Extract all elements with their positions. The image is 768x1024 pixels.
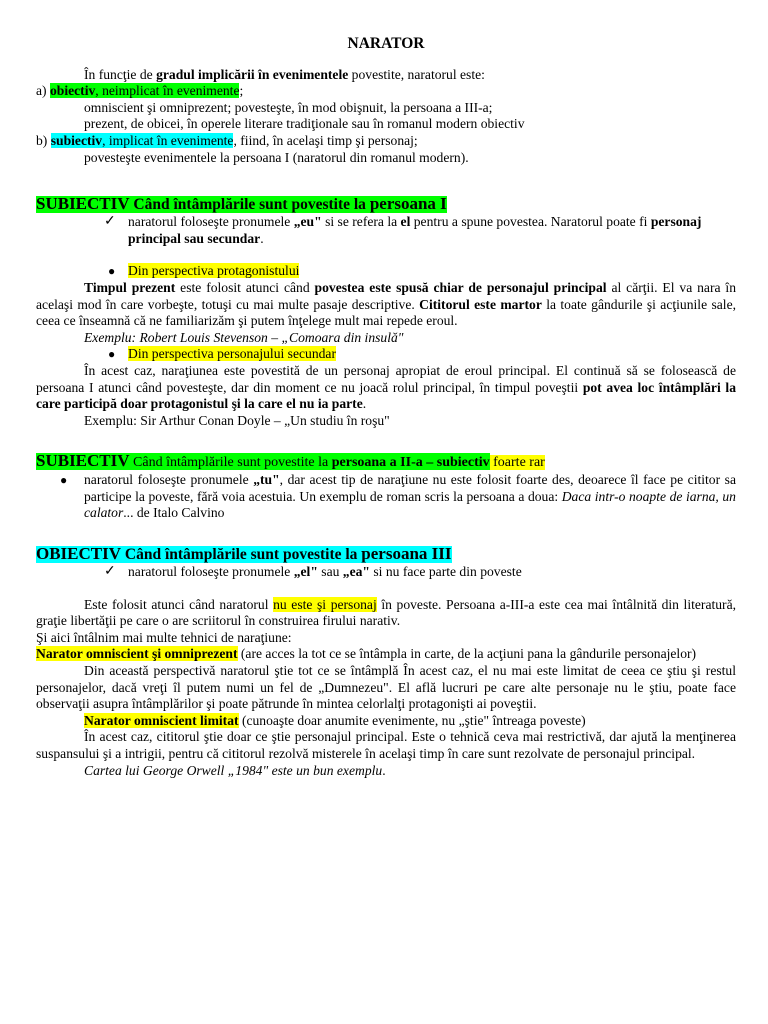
p1-bold-2: povestea este spusă chiar de personajul principal	[314, 279, 607, 295]
intro-item-a	[36, 83, 736, 100]
bullet-protagonist	[36, 263, 736, 280]
example-orwell-end: .	[382, 762, 386, 778]
example-orwell	[36, 763, 736, 780]
p3-text-2: în poveste. Persoana a-III-a este cea mai întâlnită din literatură, graţie libertăţii pe care o are scriitorul în construirea firului narativ.	[36, 596, 737, 629]
check-end: .	[260, 230, 264, 246]
bullet-protagonist-label: Din perspectiva protagonistului	[128, 263, 300, 279]
technique-omniscient	[36, 646, 736, 663]
heading-lead: SUBIECTIV	[36, 194, 130, 214]
example-stevenson	[36, 330, 736, 347]
heading-mid: Când întâmplările sunt povestite la	[129, 455, 332, 471]
p2-text: În acest caz, naraţiunea este povestită de un personaj apropiat de eroul principal. El continuă să se folosească de persoana I atunci când povesteşte, dar din moment ce nu joacă rolul principal, în timpul poveştii	[36, 362, 736, 395]
check-text: naratorul foloseşte pronumele	[128, 214, 294, 230]
heading-mid: Când întâmplările sunt povestite la	[129, 196, 370, 214]
checklist-item	[36, 214, 736, 247]
p1-bold-1: Timpul prezent	[84, 279, 176, 295]
check-text-mid: si se refera la	[321, 214, 401, 230]
bullet-dot-icon: ●	[108, 347, 116, 362]
bullet-secondary	[36, 346, 736, 363]
heading-end: persoana III	[361, 544, 452, 564]
item-b-end: , fiind, în acelaşi timp şi personaj;	[233, 132, 418, 148]
checkmark-icon: ✓	[104, 214, 116, 230]
paragraph-tehnici: Şi aici întâlnim mai multe tehnici de naraţiune:	[36, 629, 292, 645]
p3-highlight: nu este şi personaj	[273, 596, 377, 612]
p1-text-2: al cărţii. El va nara în acelaşi mod în care vorbeşte, totuşi cu mai multe pasaje descriptive.	[36, 279, 736, 312]
check-text-post: pentru a spune povestea. Naratorul poate fi	[410, 214, 651, 230]
pronoun-ea: „ea"	[342, 564, 370, 580]
paragraph-limitat: În acest caz, cititorul ştie doar ce ştie personajul principal. Este o tehnică ceva mai restrictivă, dar ajută la menţinerea suspansului şi a intrigii, pentru că cititorul rezolvă misterele în acelaşi timp în care sunt rezolvate de personajul principal.	[36, 729, 736, 761]
bullet-dot-icon: ●	[60, 473, 68, 488]
pronoun-el: el	[400, 214, 411, 230]
p2-bold: pot avea loc întâmplări la care participă doar protagonistul şi la care el nu ia parte	[36, 379, 736, 412]
technique-2-desc: (cunoaşte doar anumite evenimente, nu „ştie" întreaga poveste)	[238, 712, 586, 728]
section-heading-subiectiv-1	[36, 194, 736, 214]
check-text-mid: sau	[317, 564, 343, 580]
item-a-line1: omniscient şi omniprezent; povesteşte, în mod obişnuit, la persoana a III-a;	[84, 99, 493, 115]
check-bold: personaj principal sau secundar	[128, 214, 702, 246]
item-a-line2: prezent, de obicei, în operele literare tradiţionale sau în romanul modern obiectiv	[84, 116, 525, 132]
item-b-prefix: b)	[36, 132, 51, 148]
technique-1-desc: (are acces la tot ce se întâmpla in carte, de la acţiuni pana la gândurile personajelor)	[237, 646, 697, 662]
b2-text-2: , dar acest tip de naraţiune nu este folosit foarte des, deoarece îl face pe cititor sa participe la poveste, fără voia acestuia. Un exemplu de roman scris la persoana a doua:	[84, 472, 737, 504]
example-1-text: Exemplu: Robert Louis Stevenson – „Comoara din insulă"	[84, 329, 404, 345]
paragraph-omniscient: Din această perspectivă naratorul ştie tot ce se întâmplă În acest caz, el nu mai este limitat de ceea ce ştiu şi restul personajelor, dacă vreţi îl putem numi un fel de „Dumnezeu". El află lucruri pe care alte personaje nu le ştiu, poate face observaţii asupra întâmplărilor şi poate pătrunde în mintea celorlalţi protagonişti ai poveştii.	[36, 663, 736, 712]
item-a-bold: obiectiv	[49, 83, 96, 99]
check-end: si nu face parte din poveste	[369, 564, 522, 580]
checkmark-icon: ✓	[104, 564, 116, 580]
p2-end: .	[362, 396, 367, 412]
intro-lead-end: povestite, naratorul este:	[348, 66, 485, 82]
paragraph-timpul-prezent	[36, 280, 736, 330]
item-b-bold: subiectiv	[50, 132, 103, 148]
item-b-line1: povesteşte evenimentele la persoana I (naratorul din romanul modern).	[84, 149, 469, 165]
heading-end: persoana I	[369, 194, 447, 214]
bullet-persoana-2	[36, 472, 736, 522]
section-heading-subiectiv-2	[36, 451, 736, 472]
example-doyle: Exemplu: Sir Arthur Conan Doyle – „Un studiu în roşu"	[84, 412, 390, 428]
b2-text: naratorul foloseşte pronumele	[84, 472, 254, 488]
item-a-end: ;	[239, 83, 244, 99]
check-text: naratorul foloseşte pronumele	[128, 564, 294, 580]
heading-highlight	[36, 453, 490, 470]
heading-lead: OBIECTIV	[36, 544, 122, 564]
p1-text-1: este folosit atunci când	[175, 279, 315, 295]
document-page	[36, 36, 736, 779]
heading-highlight	[36, 196, 447, 213]
technique-limitat	[36, 713, 736, 730]
p3-text-1: Este folosit atunci când naratorul	[84, 596, 274, 612]
item-a-hl-text: , neimplicat în evenimente	[95, 83, 240, 99]
heading-rare: foarte rar	[489, 455, 545, 471]
item-b-highlight	[51, 133, 234, 148]
p1-text-3: la toate gândurile şi acţiunile sale, ceea ce înseamnă că ne familiarizăm şi putem înţelege mult mai repede eroul.	[36, 296, 736, 329]
intro-lead-text: În funcţie de	[84, 66, 157, 82]
bullet-secondary-label: Din perspectiva personajului secundar	[128, 346, 336, 362]
paragraph-persoana-3	[36, 597, 736, 630]
intro-lead	[36, 67, 736, 84]
item-a-highlight	[50, 83, 240, 98]
pronoun-eu: „eu"	[293, 214, 322, 230]
heading-bold: persoana a II-a – subiectiv	[331, 455, 490, 471]
pronoun-tu: „tu"	[253, 472, 280, 488]
intro-item-b	[36, 133, 736, 150]
section-heading-obiectiv	[36, 544, 736, 564]
heading-highlight	[36, 546, 452, 563]
heading-lead: SUBIECTIV	[36, 451, 130, 471]
example-orwell-text: Cartea lui George Orwell „1984" este un bun exemplu	[84, 762, 383, 778]
technique-2-label: Narator omniscient limitat	[84, 712, 239, 728]
item-b-hl-text: , implicat în evenimente	[102, 132, 234, 148]
b2-italic-title: Daca intr-o noapte de iarna, un calator	[84, 488, 736, 521]
item-a-prefix: a)	[36, 83, 50, 99]
heading-mid: Când întâmplările sunt povestite la	[121, 546, 362, 564]
document-title: NARATOR	[347, 35, 425, 52]
pronoun-el: „el"	[293, 564, 318, 580]
bullet-dot-icon: ●	[108, 264, 116, 279]
paragraph-secondary	[36, 363, 736, 413]
b2-end: ... de Italo Calvino	[123, 505, 225, 521]
checklist-item	[36, 564, 736, 581]
p1-bold-3: Cititorul este martor	[419, 296, 542, 312]
intro-lead-bold: gradul implicării în evenimentele	[156, 66, 349, 82]
technique-1-label: Narator omniscient şi omniprezent	[36, 646, 238, 662]
